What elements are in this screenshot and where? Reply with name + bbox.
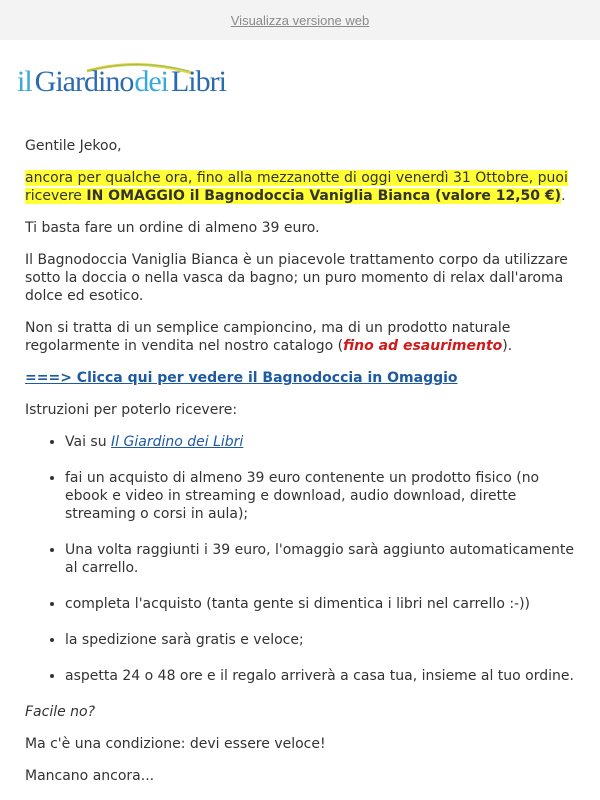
logo-area xyxy=(0,40,600,120)
giardino-dei-libri-logo[interactable] xyxy=(17,59,277,99)
condition-text: Ma c'è una condizione: devi essere veloce! xyxy=(25,736,326,752)
list-item xyxy=(65,433,575,451)
cta-link[interactable]: ===> Clicca qui per vedere il Bagnodoccia in Omaggio xyxy=(25,370,458,386)
highlight-text-1: ancora per qualche ora, fino alla mezzanotte di oggi venerdì 31 Ottobre, puoi ricevere xyxy=(25,170,568,204)
top-bar xyxy=(0,0,600,40)
instructions-list xyxy=(25,433,575,685)
greeting: Gentile Jekoo, xyxy=(25,138,122,154)
highlight-text xyxy=(25,170,568,204)
email-body xyxy=(0,137,600,785)
svg-text:ilGiardinodeiLibri: il Giardinodei Libri xyxy=(17,65,226,98)
highlight-bold: IN OMAGGIO il Bagnodoccia Vaniglia Bianca (valore 12,50 €) xyxy=(86,188,562,204)
not-sample-paragraph xyxy=(25,319,575,355)
list-item-text: Vai su xyxy=(65,434,112,450)
list-item: • la spedizione sarà gratis e veloce; xyxy=(65,631,575,649)
promo-highlight xyxy=(25,169,575,205)
order-paragraph: Ti basta fare un ordine di almeno 39 euro. xyxy=(25,220,320,236)
list-item: • fai un acquisto di almeno 39 euro contenente un prodotto fisico (no ebook e video in streaming e download, audio download, dirette streaming o corsi in aula); xyxy=(65,469,575,523)
highlight-text-2: . xyxy=(561,188,566,204)
instructions-title: Istruzioni per poterlo ricevere: xyxy=(25,402,238,418)
list-item: • Una volta raggiunti i 39 euro, l'omaggio sarà aggiunto automaticamente al carrello. xyxy=(65,541,575,577)
list-item: • completa l'acquisto (tanta gente si dimentica i libri nel carrello :-)) xyxy=(65,595,575,613)
description-paragraph: Il Bagnodoccia Vaniglia Bianca è un piacevole trattamento corpo da utilizzare sotto la doccia o nella vasca da bagno; un puro momento di relax dall'aroma dolce ed esotico. xyxy=(25,252,568,304)
easy-text: Facile no? xyxy=(25,704,96,720)
remaining-text: Mancano ancora... xyxy=(25,768,155,784)
not-sample-text-2: ). xyxy=(502,338,513,354)
cta-paragraph xyxy=(25,369,575,387)
not-sample-text-1: Non si tratta di un semplice campioncino, ma di un prodotto naturale regolarmente in vendita nel nostro catalogo ( xyxy=(25,320,511,354)
limited-stock-text: fino ad esaurimento xyxy=(343,338,503,354)
web-version-link[interactable]: Visualizza versione web xyxy=(230,12,370,28)
list-item: • aspetta 24 o 48 ore e il regalo arriverà a casa tua, insieme al tuo ordine. xyxy=(65,667,575,685)
logo-text-giardino: Giardino xyxy=(34,65,134,98)
giardino-link[interactable]: Il Giardino dei Libri xyxy=(111,434,244,450)
